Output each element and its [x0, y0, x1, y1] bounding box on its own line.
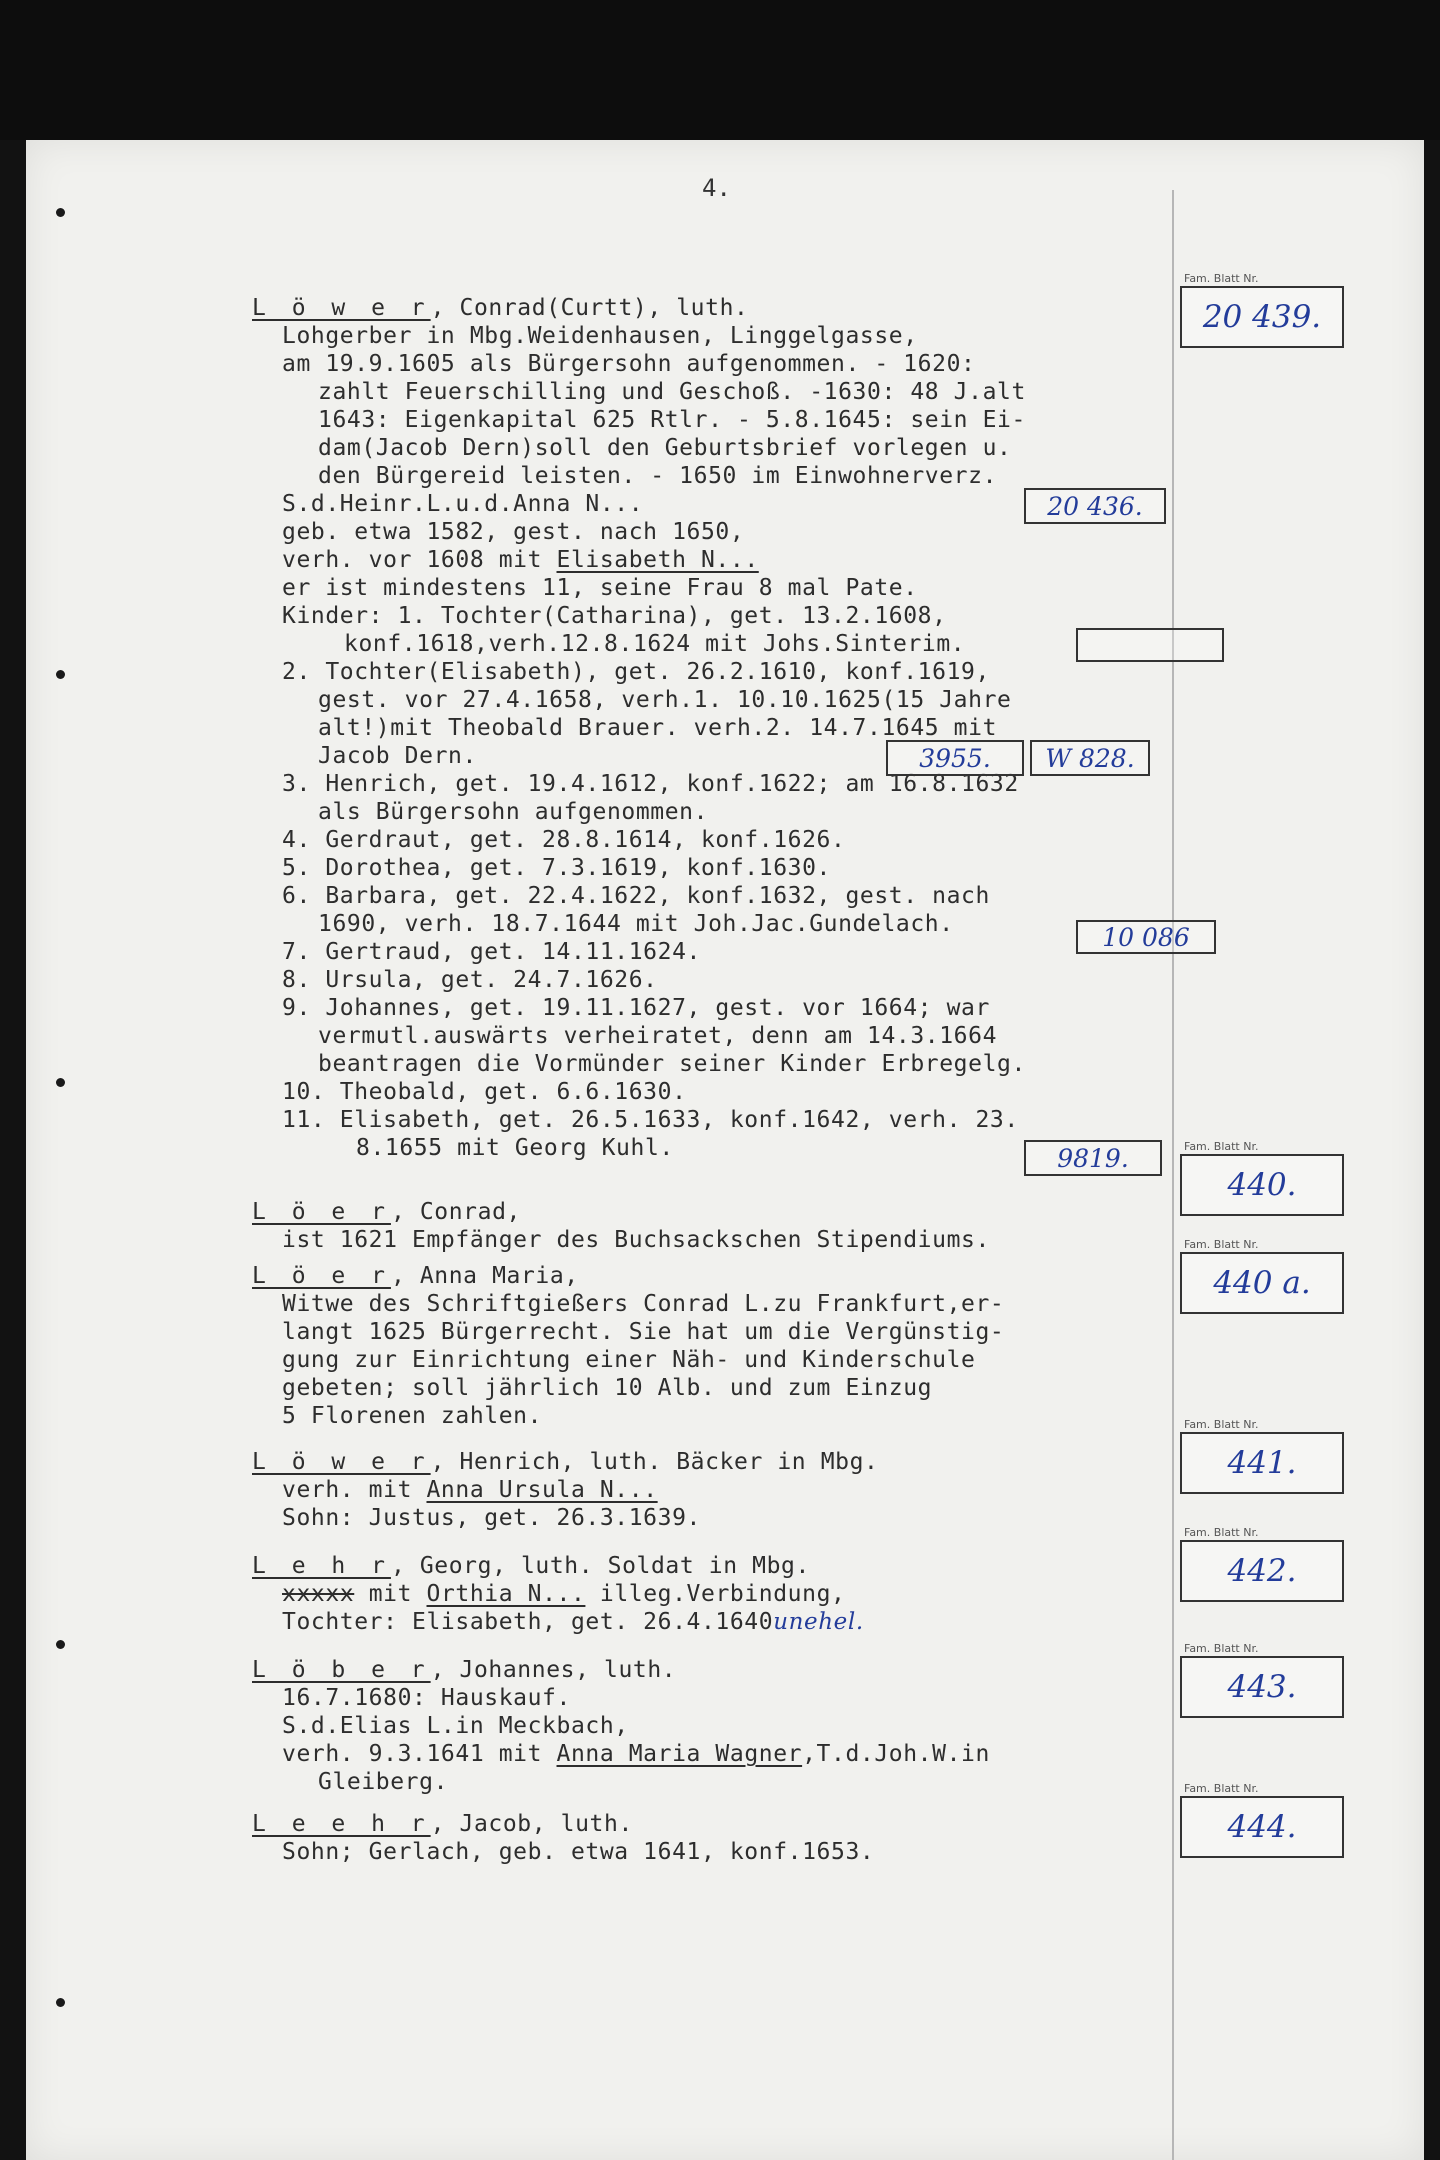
entry-line: Gleiberg. — [318, 1769, 449, 1795]
spouse-name: Orthia N... — [426, 1581, 586, 1607]
entry-line: den Bürgereid leisten. - 1650 im Einwohnerverz. — [318, 463, 998, 489]
struck-text: xxxxx — [282, 1581, 355, 1607]
inline-ref-box: 20 436. — [1024, 488, 1166, 524]
punch-hole — [56, 1078, 65, 1087]
entry-line: er ist mindestens 11, seine Frau 8 mal Pate. — [282, 575, 918, 601]
entry-line: Jacob Dern. — [318, 743, 477, 769]
entry-line: 1643: Eigenkapital 625 Rtlr. - 5.8.1645: sein Ei- — [318, 407, 1026, 433]
entry-line: 11. Elisabeth, get. 26.5.1633, konf.1642, verh. 23. — [282, 1107, 1019, 1133]
entry-line: 8.1655 mit Georg Kuhl. — [356, 1135, 674, 1161]
surname: L ö e r — [252, 1263, 391, 1289]
inline-ref-box: W 828. — [1030, 740, 1150, 776]
margin-rule — [1172, 190, 1174, 2160]
entry-line: S.d.Heinr.L.u.d.Anna N... — [282, 491, 644, 517]
entry-line: gung zur Einrichtung einer Näh- und Kinderschule — [282, 1347, 976, 1373]
entry-line: Witwe des Schriftgießers Conrad L.zu Frankfurt,er- — [282, 1291, 1005, 1317]
surname: L e h r — [252, 1553, 391, 1579]
entry-line: S.d.Elias L.in Meckbach, — [282, 1713, 629, 1739]
entry-line: Kinder: 1. Tochter(Catharina), get. 13.2.1608, — [282, 603, 947, 629]
entry-line: ist 1621 Empfänger des Buchsackschen Stipendiums. — [282, 1227, 990, 1253]
entry-heading: L ö b e r, Johannes, luth. — [252, 1657, 677, 1683]
surname: L ö w e r — [252, 295, 431, 321]
entry-line: alt!)mit Theobald Brauer. verh.2. 14.7.1645 mit — [318, 715, 998, 741]
entry-line: vermutl.auswärts verheiratet, denn am 14.3.1664 — [318, 1023, 998, 1049]
entry-line: Tochter: Elisabeth, get. 26.4.1640unehel. — [282, 1609, 864, 1635]
entry-heading: L ö e r, Anna Maria, — [252, 1263, 579, 1289]
spouse-name: Anna Ursula N... — [426, 1477, 658, 1503]
entry-heading: L e e h r, Jacob, luth. — [252, 1811, 633, 1837]
inline-ref-box: 3955. — [886, 740, 1024, 776]
entry-line: konf.1618,verh.12.8.1624 mit Johs.Sinterim. — [344, 631, 966, 657]
entry-line: 9. Johannes, get. 19.11.1627, gest. vor 1664; war — [282, 995, 990, 1021]
entry-line: als Bürgersohn aufgenommen. — [318, 799, 709, 825]
spouse-name: Elisabeth N... — [556, 547, 759, 573]
entry-line: 6. Barbara, get. 22.4.1622, konf.1632, gest. nach — [282, 883, 990, 909]
scan-background — [0, 0, 1440, 140]
entry-line: gebeten; soll jährlich 10 Alb. und zum Einzug — [282, 1375, 933, 1401]
entry-line: 7. Gertraud, get. 14.11.1624. — [282, 939, 701, 965]
entry-line: langt 1625 Bürgerrecht. Sie hat um die Vergünstig- — [282, 1319, 1005, 1345]
inline-ref-box — [1076, 628, 1224, 662]
surname: L ö e r — [252, 1199, 391, 1225]
entry-line: verh. vor 1608 mit Elisabeth N... — [282, 547, 759, 573]
entry-line: Lohgerber in Mbg.Weidenhausen, Linggelgasse, — [282, 323, 918, 349]
surname: L ö w e r — [252, 1449, 431, 1475]
entry-line: 16.7.1680: Hauskauf. — [282, 1685, 571, 1711]
entry-line: beantragen die Vormünder seiner Kinder Erbregelg. — [318, 1051, 1026, 1077]
entry-line: 4. Gerdraut, get. 28.8.1614, konf.1626. — [282, 827, 846, 853]
entry-line: verh. mit Anna Ursula N... — [282, 1477, 658, 1503]
entry-line: verh. 9.3.1641 mit Anna Maria Wagner,T.d.Joh.W.in — [282, 1741, 990, 1767]
inline-ref-box: 10 086 — [1076, 920, 1216, 954]
entry-line: dam(Jacob Dern)soll den Geburtsbrief vorlegen u. — [318, 435, 1012, 461]
entry-line: gest. vor 27.4.1658, verh.1. 10.10.1625(15 Jahre — [318, 687, 1012, 713]
entry-line: Sohn; Gerlach, geb. etwa 1641, konf.1653. — [282, 1839, 875, 1865]
entry-line: 2. Tochter(Elisabeth), get. 26.2.1610, konf.1619, — [282, 659, 990, 685]
surname: L e e h r — [252, 1811, 431, 1837]
entry-line: 1690, verh. 18.7.1644 mit Joh.Jac.Gundelach. — [318, 911, 954, 937]
entry-line: am 19.9.1605 als Bürgersohn aufgenommen. - 1620: — [282, 351, 976, 377]
entry-heading: L ö w e r, Conrad(Curtt), luth. — [252, 295, 749, 321]
entry-line: Sohn: Justus, get. 26.3.1639. — [282, 1505, 701, 1531]
inline-ref-box: 9819. — [1024, 1140, 1162, 1176]
entry-line: 5 Florenen zahlen. — [282, 1403, 543, 1429]
entry-line: 3. Henrich, get. 19.4.1612, konf.1622; am 16.8.1632 — [282, 771, 1019, 797]
entry-line: 8. Ursula, get. 24.7.1626. — [282, 967, 658, 993]
punch-hole — [56, 670, 65, 679]
handwritten-note: unehel. — [773, 1609, 864, 1635]
page-number: 4. — [702, 174, 731, 202]
punch-hole — [56, 1640, 65, 1649]
entry-line: 10. Theobald, get. 6.6.1630. — [282, 1079, 687, 1105]
entry-heading: L ö e r, Conrad, — [252, 1199, 521, 1225]
punch-hole — [56, 208, 65, 217]
entry-heading: L e h r, Georg, luth. Soldat in Mbg. — [252, 1553, 810, 1579]
document-page: 4. L ö w e r, Conrad(Curtt), luth. Lohgerber in Mbg.Weidenhausen, Linggelgasse, am 19.9.1605 als Bürgersohn aufgenommen. - 1620: zahlt Feuerschilling und Geschoß. -1630: 48 J.alt 1643: Eigenkapital 625 Rtlr. - 5.8.1645: sein Ei- dam(Jacob Dern)soll den Geburtsbrief vorlegen u. den Bürgereid leisten. - 1650 im Einwohnerverz. S.d.Heinr.L.u.d.Anna N... geb. etwa 1582, gest. nach 1650, verh. vor 1608 mit Elisabeth N... er ist mindestens 11, seine Frau 8 mal Pate. Kinder: 1. Tochter(Catharina), get. 13.2.1608, konf.1618,verh.12.8.1624 mit Johs.Sinterim. 2. Tochter(Elisabeth), get. 26.2.1610, konf.1619, gest. vor 27.4.1658, verh.1. 10.10.1625(15 Jahre alt!)mit Theobald Brauer. verh.2. 14.7.1645 mit Jacob Dern. 3. Henrich, get. 19.4.1612, konf.1622; am 16.8.1632 als Bürgersohn aufgenommen. 4. Gerdraut, get. 28.8.1614, konf.1626. 5. Dorothea, get. 7.3.1619, konf.1630. 6. Barbara, get. 22.4.1622, konf.1632, gest. nach 1690, verh. 18.7.1644 mit Joh.Jac.Gundelach. 7. Gertraud, get. 14.11.1624. 8. Ursula, get. 24.7.1626. 9. Johannes, get. 19.11.1627, gest. vor 1664; war vermutl.auswärts verheiratet, denn am 14.3.1664 beantragen die Vormünder seiner Kinder Erbregelg. 10. Theobald, get. 6.6.1630. 11. Elisabeth, get. 26.5.1633, konf.1642, verh. 23. 8.1655 mit Georg Kuhl. 20 436. 3955. W 828. 10 086 9819. L ö e r, Conrad, ist 1621 Empfänger des Buchsackschen Stipendiums. L ö e r, Anna Maria, Witwe des Schriftgießers Conrad L.zu Frankfurt,er- langt 1625 Bürgerrecht. Sie hat um die Vergünstig- gung zur Einrichtung einer Näh- und Kinderschule gebeten; soll jährlich 10 Alb. und zum Einzug 5 Florenen zahlen. L ö w e r, Henrich, luth. Bäcker in Mbg. verh. mit Anna Ursula N... Sohn: Justus, get. 26.3.1639. L e h r, Georg, luth. Soldat in Mbg. xxxxx mit Orthia N... illeg.Verbindung, Tochter: Elisabeth, get. 26.4.1640unehel. L ö b e r, Johannes, luth. 16.7.1680: Hauskauf. S.d.Elias L.in Meckbach, verh. 9.3.1641 mit Anna Maria Wagner,T.d.Joh.W.in Gleiberg. L e e h r, Jacob, luth. Sohn; Gerlach, geb. etwa 1641, konf.1653. Fam. Blatt Nr. 20 439. Fam. Blatt Nr. 440. Fam. Blatt Nr. 440 a. Fam. Blatt Nr. 441. Fam. Blatt Nr. 442. Fam. Blatt Nr. 443. Fam. Blatt Nr. 444. — [26, 140, 1424, 2160]
spouse-name: Anna Maria Wagner — [556, 1741, 803, 1767]
entry-line: zahlt Feuerschilling und Geschoß. -1630: 48 J.alt — [318, 379, 1026, 405]
punch-hole — [56, 1998, 65, 2007]
entry-line: 5. Dorothea, get. 7.3.1619, konf.1630. — [282, 855, 831, 881]
entry-line: geb. etwa 1582, gest. nach 1650, — [282, 519, 745, 545]
entry-line: xxxxx mit Orthia N... illeg.Verbindung, — [282, 1581, 846, 1607]
surname: L ö b e r — [252, 1657, 431, 1683]
entry-heading: L ö w e r, Henrich, luth. Bäcker in Mbg. — [252, 1449, 879, 1475]
